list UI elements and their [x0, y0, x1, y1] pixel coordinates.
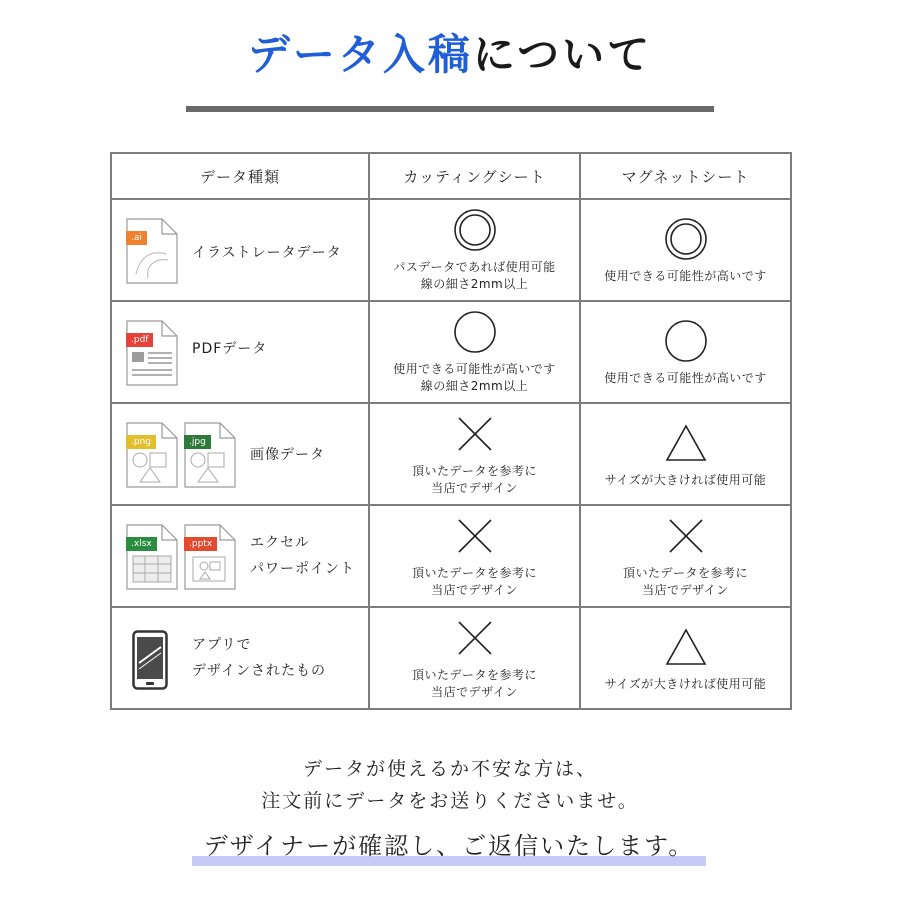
header-magnet-sheet: マグネットシート: [580, 153, 791, 199]
png-file-icon: [126, 422, 178, 492]
footer-line-1: データが使えるか不安な方は、: [302, 758, 597, 780]
cutting-eval: [369, 607, 580, 709]
title-divider: [186, 106, 714, 112]
powerpoint-file-icon: [184, 524, 236, 594]
cross-icon: [663, 513, 709, 559]
eval-line: 頂いたデータを参考に: [411, 464, 537, 478]
excel-file-icon: [126, 524, 178, 594]
eval-line: サイズが大きければ使用可能: [604, 472, 767, 487]
cross-icon: [452, 411, 498, 457]
cutting-eval: [369, 301, 580, 403]
type-cell: [111, 607, 369, 709]
cross-icon: [452, 513, 498, 559]
magnet-eval: [580, 301, 791, 403]
magnet-eval: [580, 505, 791, 607]
type-label-line: パワーポイント: [250, 561, 355, 577]
cutting-eval: [369, 505, 580, 607]
type-cell: [111, 403, 369, 505]
data-compatibility-table: [110, 152, 792, 710]
closing-message: [192, 826, 706, 866]
type-label-line: アプリで: [192, 637, 252, 653]
jpg-file-icon: [184, 422, 236, 492]
title-accent: データ入稿: [247, 30, 473, 79]
file-tag: .pdf: [126, 333, 153, 347]
table-row: [111, 199, 791, 301]
smartphone-icon: [132, 630, 168, 694]
file-tag: .ai: [126, 231, 147, 245]
magnet-eval: [580, 403, 791, 505]
eval-line: 使用できる可能性が高いです: [604, 268, 767, 283]
eval-line: サイズが大きければ使用可能: [604, 676, 767, 691]
triangle-icon: [663, 420, 709, 466]
header-cutting-sheet: カッティングシート: [369, 153, 580, 199]
type-label-line: デザインされたもの: [192, 663, 327, 679]
type-cell: [111, 505, 369, 607]
file-tag: .pptx: [184, 537, 217, 551]
title-rest: について: [472, 30, 653, 79]
type-cell: [111, 199, 369, 301]
magnet-eval: [580, 607, 791, 709]
type-label: イラストレータデータ: [192, 245, 342, 261]
file-tag: .jpg: [184, 435, 211, 449]
eval-line: パスデータであれば使用可能: [393, 260, 556, 274]
file-tag: .png: [126, 435, 156, 449]
eval-line: 頂いたデータを参考に: [622, 566, 748, 580]
cutting-eval: [369, 403, 580, 505]
double-circle-icon: [452, 207, 498, 253]
eval-line: 頂いたデータを参考に: [411, 668, 537, 682]
page-title: [0, 22, 900, 82]
magnet-eval: [580, 199, 791, 301]
eval-line: 当店でデザイン: [431, 685, 518, 699]
cross-icon: [452, 615, 498, 661]
file-tag: .xlsx: [126, 537, 157, 551]
footer-line-2: 注文前にデータをお送りくださいませ。: [261, 790, 639, 812]
eval-line: 当店でデザイン: [431, 583, 518, 597]
type-label: [250, 530, 355, 582]
double-circle-icon: [663, 216, 709, 262]
type-cell: [111, 301, 369, 403]
eval-line: 頂いたデータを参考に: [411, 566, 537, 580]
pdf-file-icon: [126, 320, 178, 390]
eval-line: 使用できる可能性が高いです: [604, 370, 767, 385]
circle-icon: [663, 318, 709, 364]
closing-text: デザイナーが確認し、ご返信いたします。: [203, 832, 695, 860]
type-label-line: エクセル: [250, 535, 310, 551]
table-row: [111, 301, 791, 403]
table-row: [111, 607, 791, 709]
table-row: [111, 505, 791, 607]
triangle-icon: [663, 624, 709, 670]
circle-icon: [452, 309, 498, 355]
type-label: [192, 632, 326, 684]
eval-line: 使用できる可能性が高いです: [393, 362, 556, 376]
table-row: [111, 403, 791, 505]
eval-line: 線の細さ2mm以上: [420, 277, 529, 291]
eval-line: 当店でデザイン: [642, 583, 729, 597]
type-label: PDFデータ: [192, 341, 268, 357]
eval-line: 線の細さ2mm以上: [420, 379, 529, 393]
illustrator-file-icon: [126, 218, 178, 288]
header-data-type: データ種類: [111, 153, 369, 199]
cutting-eval: [369, 199, 580, 301]
eval-line: 当店でデザイン: [431, 481, 518, 495]
type-label: 画像データ: [250, 447, 325, 463]
